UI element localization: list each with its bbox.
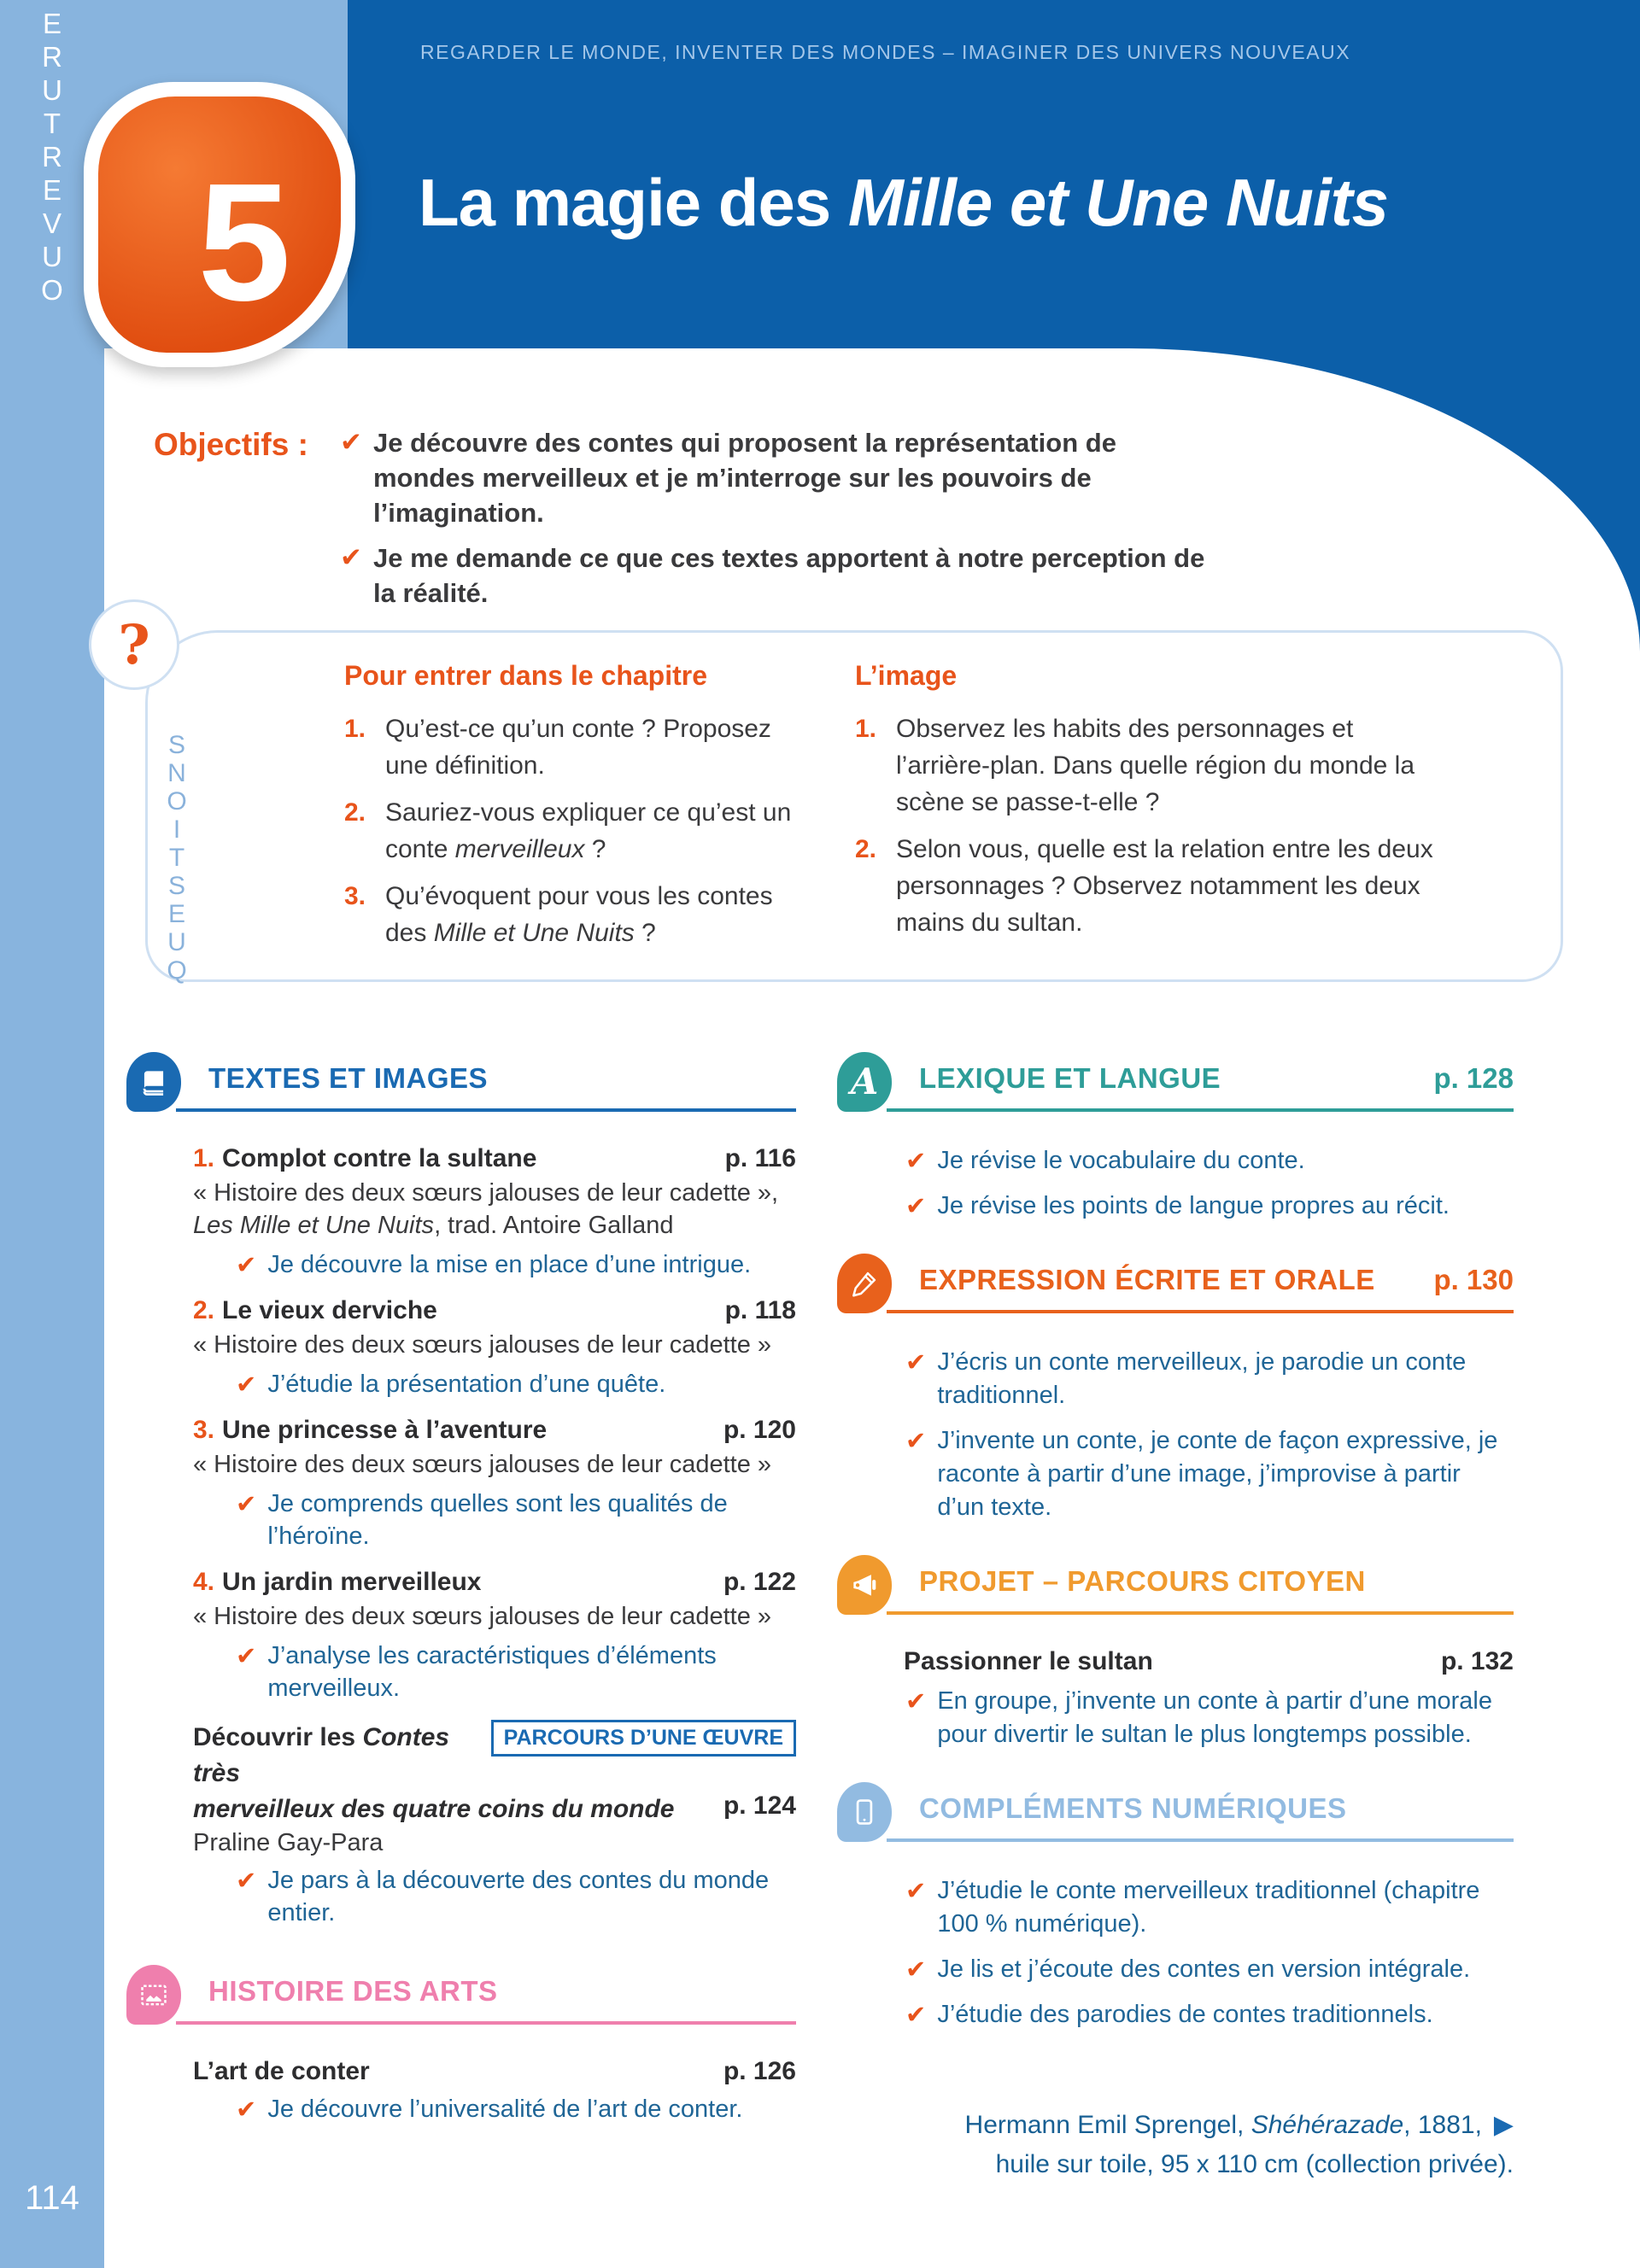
- section-numerique: [837, 1782, 1514, 2031]
- section-title: TEXTES ET IMAGES: [208, 1062, 489, 1094]
- toc-item: 4. Un jardin merveilleux p. 122 « Histoire des deux sœurs jalouses de leur cadette » ✔ J’analyse les caractéristiques d’éléments merveilleux.: [193, 1568, 796, 1704]
- section-expression: [837, 1254, 1514, 1524]
- section-title: COMPLÉMENTS NUMÉRIQUES: [919, 1792, 1347, 1824]
- section-header-textes: [126, 1052, 796, 1120]
- section-title: LEXIQUE ET LANGUE: [919, 1062, 1221, 1094]
- column-left: [126, 1052, 796, 2156]
- chapter-title-italic: Mille et Une Nuits: [847, 165, 1388, 240]
- skill-check: ✔ J’étudie des parodies de contes traditionnels.: [905, 1998, 1514, 2031]
- left-sidebar: [0, 0, 104, 2268]
- picture-frame-icon: [126, 1965, 181, 2025]
- page-ref: p. 122: [723, 1568, 796, 1596]
- section-header-expression: [837, 1254, 1514, 1322]
- skill-check: ✔ Je révise les points de langue propres au récit.: [905, 1190, 1514, 1223]
- skill-check: ✔ J’étudie le conte merveilleux traditionnel (chapitre 100 % numérique).: [905, 1874, 1514, 1941]
- section-title: HISTOIRE DES ARTS: [208, 1975, 498, 2007]
- section-projet: [837, 1555, 1514, 1751]
- page-ref: p. 132: [1440, 1647, 1514, 1675]
- section-histoire-des-arts: [126, 1965, 796, 2125]
- megaphone-icon: [837, 1555, 892, 1615]
- sidebar-vertical-label: E R U T R E V U O: [41, 8, 63, 306]
- question-item: 1. Observez les habits des personnages et l’arrière-plan. Dans quelle région du monde la scène se passe-t-elle ?: [855, 715, 1415, 816]
- section-rule: [887, 1310, 1514, 1313]
- skill-check: ✔ Je lis et j’écoute des contes en version intégrale.: [905, 1953, 1514, 1986]
- section-rule: [176, 1108, 796, 1112]
- chapter-kicker: REGARDER LE MONDE, INVENTER DES MONDES – IMAGINER DES UNIVERS NOUVEAUX: [420, 41, 1351, 63]
- toc-item-source: « Histoire des deux sœurs jalouses de leur cadette »: [193, 1451, 772, 1478]
- toc-item: 3. Une princesse à l’aventure p. 120 « Histoire des deux sœurs jalouses de leur cadette » ✔ Je comprends quelles sont les qualités de l’héroïne.: [193, 1416, 796, 1552]
- questions-vertical-label: S N O I T S E U Q: [167, 731, 187, 985]
- question-item: 2. Sauriez-vous expliquer ce qu’est un conte merveilleux ?: [344, 798, 792, 863]
- page-ref: p. 120: [723, 1416, 796, 1444]
- skill-check: ✔ J’invente un conte, je conte de façon expressive, je raconte à partir d’une image, j’improvise à partir d’un texte.: [905, 1424, 1514, 1524]
- objectifs-label: Objectifs :: [154, 427, 308, 462]
- question-item: 2. Selon vous, quelle est la relation entre les deux personnages ? Observez notamment les deux mains du sultan.: [855, 835, 1433, 937]
- page-ref: p. 116: [724, 1144, 796, 1172]
- skill-check: ✔ Je comprends quelles sont les qualités de l’héroïne.: [236, 1488, 796, 1552]
- questions-heading: L’image: [855, 660, 958, 691]
- page-ref: p. 128: [1433, 1062, 1514, 1094]
- author-name: Praline Gay-Para: [193, 1829, 384, 1856]
- tablet-icon: [837, 1782, 892, 1842]
- parcours-oeuvre-item: Découvrir les Contes très PARCOURS D’UNE ŒUVRE merveilleux des quatre coins du monde p. 124 Praline Gay-Para ✔ Je pars à la découverte des contes du monde entier.: [193, 1720, 796, 1929]
- section-rule: [176, 2021, 796, 2025]
- section-header-histoire: [126, 1965, 796, 2033]
- caption-line2: huile sur toile, 95 x 110 cm (collection privée).: [995, 2150, 1514, 2178]
- chapter-title: [419, 164, 1388, 242]
- chapter-title-regular: La magie des: [419, 165, 848, 240]
- section-rule: [887, 1108, 1514, 1112]
- parcours-oeuvre-badge: PARCOURS D’UNE ŒUVRE: [491, 1720, 796, 1757]
- page-ref: p. 118: [724, 1296, 796, 1324]
- toc-item: 2. Le vieux derviche p. 118 « Histoire des deux sœurs jalouses de leur cadette » ✔ J’étudie la présentation d’une quête.: [193, 1296, 796, 1400]
- skill-check: ✔ Je découvre l’universalité de l’art de conter.: [236, 2093, 796, 2125]
- caption-line1: Hermann Emil Sprengel, Shéhérazade, 1881, ▶: [965, 2106, 1514, 2145]
- skill-check: ✔ Je révise le vocabulaire du conte.: [905, 1144, 1514, 1178]
- toc-item: 1. Complot contre la sultane p. 116 « Histoire des deux sœurs jalouses de leur cadette », Les Mille et Une Nuits, trad. Antoire Galland ✔ Je découvre la mise en place d’une intrigue.: [193, 1144, 796, 1281]
- objectif-item: ✔ Je découvre des contes qui proposent la représentation de mondes merveilleux et je m’interroge sur les pouvoirs de l’imagination.: [340, 425, 1220, 530]
- questions-column-chapitre: [344, 660, 812, 962]
- skill-check: ✔ J’écris un conte merveilleux, je parodie un conte traditionnel.: [905, 1346, 1514, 1412]
- book-icon: [126, 1052, 181, 1112]
- questions-heading: Pour entrer dans le chapitre: [344, 660, 708, 691]
- toc-item-source: « Histoire des deux sœurs jalouses de leur cadette »: [193, 1331, 772, 1359]
- section-header-numerique: [837, 1782, 1514, 1850]
- section-title: EXPRESSION ÉCRITE ET ORALE: [919, 1264, 1375, 1295]
- column-right: [837, 1052, 1514, 2062]
- question-mark-icon: ?: [89, 599, 179, 690]
- objectif-item: ✔ Je me demande ce que ces textes apportent à notre perception de la réalité.: [340, 541, 1220, 611]
- questions-column-image: [855, 660, 1436, 951]
- question-item: 3. Qu’évoquent pour vous les contes des Mille et Une Nuits ?: [344, 882, 773, 947]
- page-ref: p. 124: [723, 1792, 796, 1820]
- skill-check: ✔ En groupe, j’invente un conte à partir d’une morale pour divertir le sultan le plus longtemps possible.: [905, 1685, 1514, 1751]
- pencil-icon: [837, 1254, 892, 1313]
- skill-check: ✔ J’étudie la présentation d’une quête.: [236, 1368, 796, 1400]
- toc-item-source: « Histoire des deux sœurs jalouses de leur cadette »: [193, 1603, 772, 1630]
- skill-check: ✔ Je découvre la mise en place d’une intrigue.: [236, 1248, 796, 1281]
- page-ref: p. 126: [723, 2057, 796, 2085]
- page-number: 114: [25, 2179, 79, 2217]
- letter-a-icon: A: [837, 1052, 892, 1112]
- toc-item: Passionner le sultan p. 132: [904, 1647, 1514, 1675]
- chapter-number: 5: [197, 149, 291, 336]
- questions-panel: [145, 630, 1563, 982]
- section-header-projet: [837, 1555, 1514, 1623]
- section-rule: [887, 1611, 1514, 1615]
- question-item: 1. Qu’est-ce qu’un conte ? Proposez une définition.: [344, 715, 771, 780]
- skill-check: ✔ Je pars à la découverte des contes du monde entier.: [236, 1864, 796, 1929]
- section-header-lexique: [837, 1052, 1514, 1120]
- page-ref: p. 130: [1433, 1264, 1514, 1295]
- toc-item: L’art de conter p. 126 ✔ Je découvre l’universalité de l’art de conter.: [193, 2057, 796, 2125]
- toc-item-source: « Histoire des deux sœurs jalouses de leur cadette », Les Mille et Une Nuits, trad. Antoire Galland: [193, 1179, 779, 1239]
- skill-check: ✔ J’analyse les caractéristiques d’éléments merveilleux.: [236, 1640, 796, 1704]
- section-lexique: [837, 1052, 1514, 1223]
- chapter-number-badge-inner: [98, 96, 341, 353]
- artwork-caption: [965, 2106, 1514, 2184]
- section-title: PROJET – PARCOURS CITOYEN: [919, 1565, 1366, 1597]
- caption-arrow-icon: [1482, 2111, 1514, 2139]
- objectifs-items: [340, 425, 1220, 611]
- section-rule: [887, 1838, 1514, 1842]
